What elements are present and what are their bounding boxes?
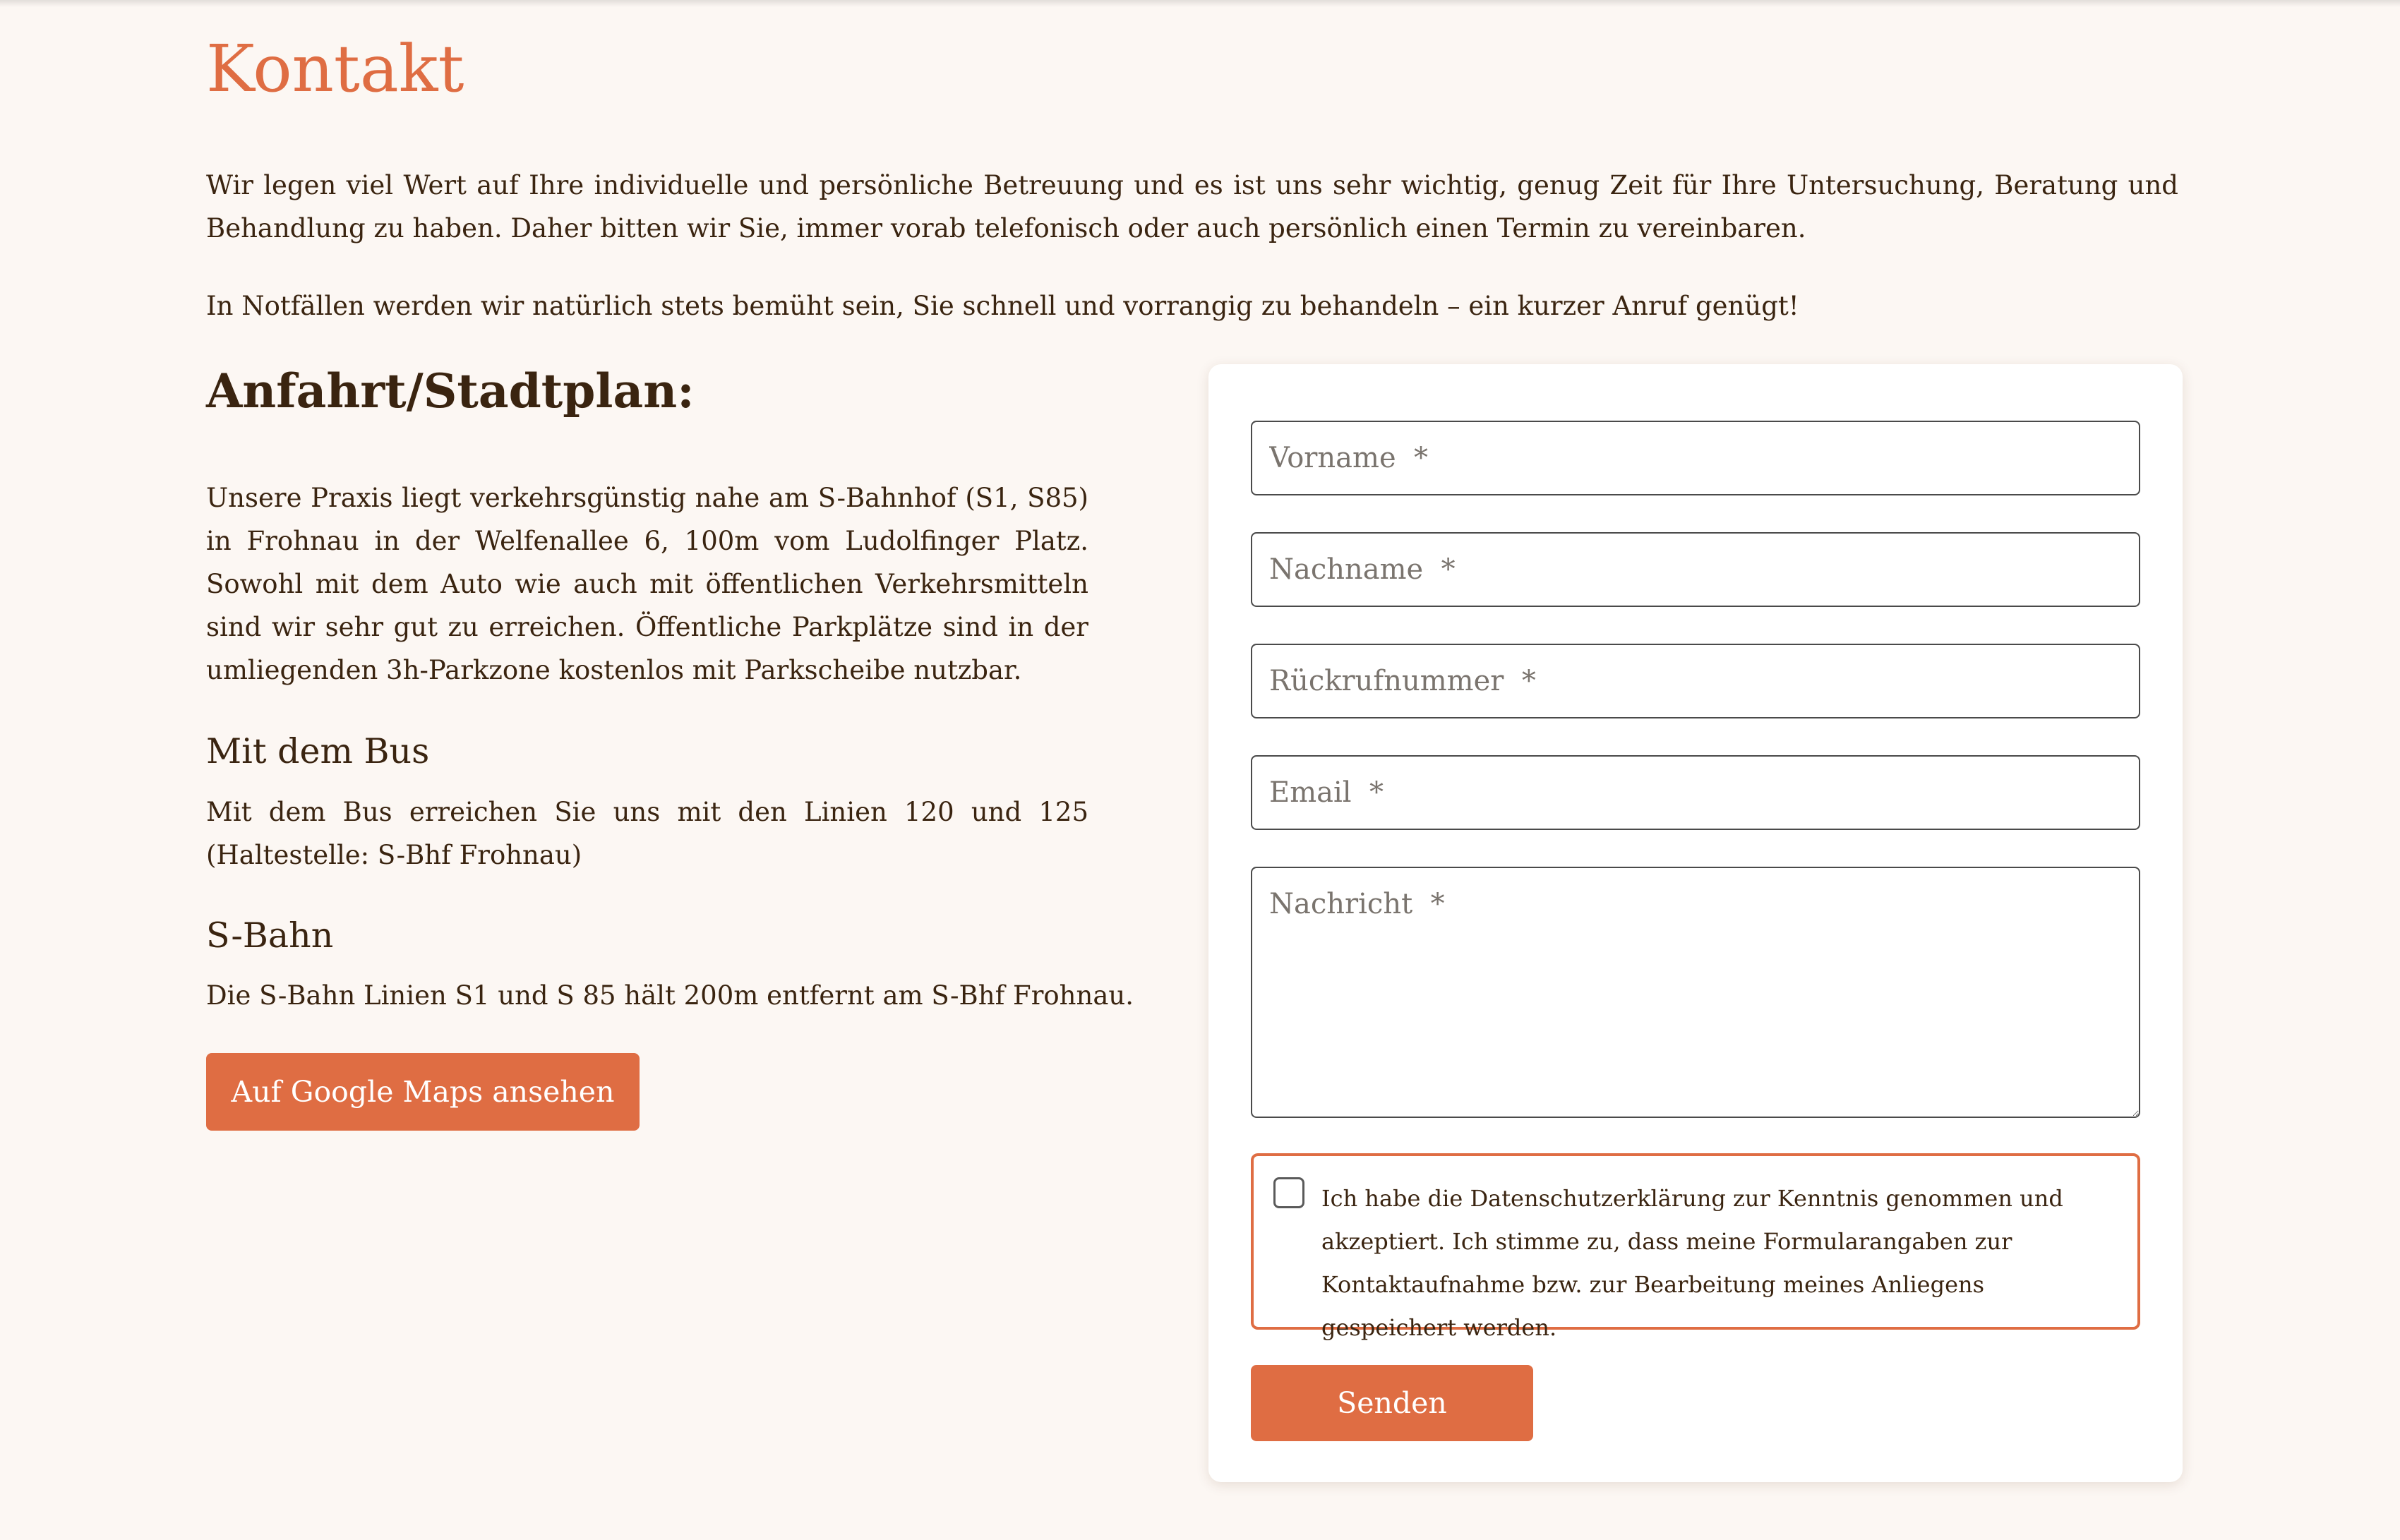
intro-paragraph: Wir legen viel Wert auf Ihre individuelle und persönliche Betreuung und es ist uns sehr wichtig, genug Zeit für Ihre Untersuchung, Beratung und Behandlung zu haben. Daher bitten wir Sie, immer vorab telefonisch oder auch persönlich einen Termin zu vereinbaren. <box>206 170 2178 243</box>
message-textarea[interactable] <box>1251 867 2140 1118</box>
page-content <box>206 0 2183 1540</box>
privacy-consent-text: Ich habe die Datenschutzerklärung zur Kenntnis genommen und akzeptiert. Ich stimme zu, dass meine Formularangaben zur Kontaktaufnahme bzw. zur Bearbeitung meines Anliegens gespeichert werden. <box>1321 1185 2063 1341</box>
directions-text: Unsere Praxis liegt verkehrsgünstig nahe am S-Bahnhof (S1, S85) in Frohnau in der Welfenallee 6, 100m vom Ludolfinger Platz. Sowohl mit dem Auto wie auch mit öffentlichen Verkehrsmitteln sind wir sehr gut zu erreichen. Öffentliche Parkplätze sind in der umliegenden 3h-Parkzone kostenlos mit Parkscheibe nutzbar. <box>206 483 1088 685</box>
firstname-input[interactable] <box>1251 421 2140 495</box>
lastname-input[interactable] <box>1251 532 2140 607</box>
contact-form <box>1208 364 2183 1482</box>
sbahn-heading: S-Bahn <box>206 915 334 956</box>
privacy-consent-box <box>1251 1153 2140 1341</box>
email-input[interactable] <box>1251 755 2140 830</box>
callback-number-input[interactable] <box>1251 644 2140 718</box>
bus-heading: Mit dem Bus <box>206 731 430 771</box>
directions-heading: Anfahrt/Stadtplan: <box>206 363 695 419</box>
privacy-consent-checkbox[interactable] <box>1273 1177 1304 1208</box>
sbahn-text: Die S-Bahn Linien S1 und S 85 hält 200m entfernt am S-Bhf Frohnau. <box>206 980 1134 1011</box>
bus-text: Mit dem Bus erreichen Sie uns mit den Linien 120 und 125 (Haltestelle: S-Bhf Frohnau) <box>206 797 1088 870</box>
page-title: Kontakt <box>206 31 464 107</box>
google-maps-button[interactable]: Auf Google Maps ansehen <box>206 1053 640 1131</box>
emergency-paragraph: In Notfällen werden wir natürlich stets bemüht sein, Sie schnell und vorrangig zu behandeln – ein kurzer Anruf genügt! <box>206 291 1799 321</box>
send-button[interactable]: Senden <box>1251 1365 1533 1441</box>
